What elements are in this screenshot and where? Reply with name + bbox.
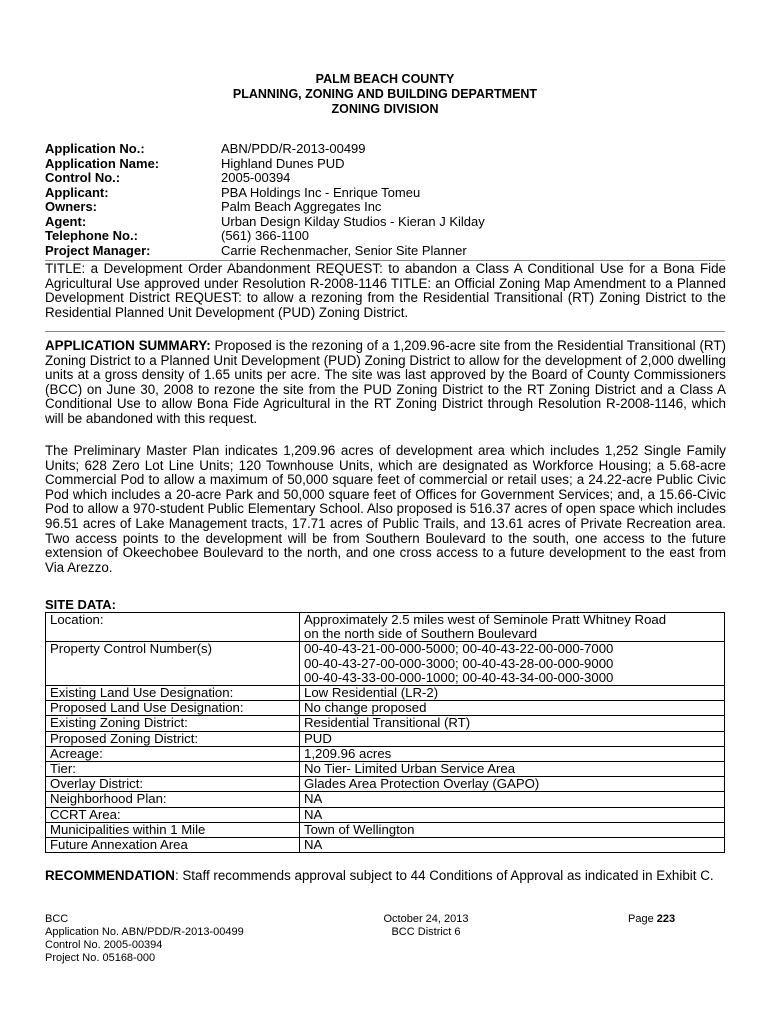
info-row [45,244,735,259]
table-row [46,613,725,642]
site-key: Overlay District: [46,777,300,792]
master-plan-paragraph: The Preliminary Master Plan indicates 1,209.96 acres of development area which includes 1,252 Single Family Units; 628 Zero Lot Line Units; 120 Townhouse Units, which are designated as Workforce Housing; a 5.68-acre Commercial Pod to allow a maximum of 50,000 square feet of commercial or retail uses; a 24.22-acre Public Civic Pod which includes a 20-acre Park and 50,000 square feet of Offices for Government Services; and, a 15.66-Civic Pod to allow a 970-student Public Elementary School. Also proposed is 516.37 acres of open space which includes 96.51 acres of Lake Management tracts, 17.71 acres of Public Trails, and 13.61 acres of Private Recreation area. Two access points to the development will be from Southern Boulevard to the south, one access to the future extension of Okeechobee Boulevard to the north, and one cross access to a future development to the east from Via Arezzo. [45,443,726,575]
info-row [45,186,735,201]
table-row [46,642,725,686]
footer-date: October 24, 2013 [383,913,469,925]
footer-application-no: Application No. ABN/PDD/R-2013-00499 [45,926,244,938]
info-row [45,229,735,244]
site-value [300,777,725,792]
site-value [300,642,725,686]
page-label: Page [628,913,657,925]
site-value [300,838,725,853]
site-key: Tier: [46,762,300,777]
site-key: Proposed Zoning District: [46,731,300,746]
info-label: Owners: [45,199,98,214]
site-data-heading: SITE DATA: [45,597,117,612]
site-value-line: Residential Transitional (RT) [304,715,471,731]
recommendation-label: RECOMMENDATION [45,868,175,883]
site-value-line: NA [304,806,323,822]
table-row [46,686,725,701]
heading-department: PLANNING, ZONING AND BUILDING DEPARTMENT [232,87,538,101]
recommendation [45,869,726,884]
site-value [300,716,725,731]
site-value [300,746,725,761]
heading-division: ZONING DIVISION [331,102,439,116]
info-label: Applicant: [45,184,109,200]
table-row [46,701,725,716]
table-row [46,792,725,807]
site-value-line: 00-40-43-21-00-000-5000; 00-40-43-22-00-000-7000 [304,641,614,657]
site-value-line: 1,209.96 acres [304,745,392,761]
footer-district: BCC District 6 [391,926,461,938]
site-key: Acreage: [46,746,300,761]
info-label: Agent: [45,213,87,229]
site-value-line: No change proposed [304,700,427,716]
site-value-line: 00-40-43-33-00-000-1000; 00-40-43-34-00-000-3000 [304,669,614,685]
department-heading [0,72,770,117]
table-row [46,838,725,853]
site-key: Proposed Land Use Designation: [46,701,300,716]
site-key: Property Control Number(s) [46,642,300,686]
info-value: Highland Dunes PUD [221,155,345,171]
site-value-line: Glades Area Protection Overlay (GAPO) [304,776,540,792]
site-value-line: NA [304,791,323,807]
application-summary [45,339,726,427]
info-label: Application Name: [45,155,160,171]
site-value [300,762,725,777]
info-label: Control No.: [45,170,121,185]
footer-project-no: Project No. 05168-000 [45,952,156,964]
summary-label: APPLICATION SUMMARY: [45,338,211,353]
application-info [45,142,735,258]
footer-board: BCC [45,913,69,925]
info-row [45,200,735,215]
site-value-line: NA [304,837,323,853]
info-value: (561) 366-1100 [221,228,309,243]
site-value [300,686,725,701]
site-value-line: on the north side of Southern Boulevard [304,626,538,642]
info-value: PBA Holdings Inc - Enrique Tomeu [221,184,421,200]
heading-county: PALM BEACH COUNTY [315,72,455,86]
footer-page [628,913,675,926]
info-value: Palm Beach Aggregates Inc [221,199,382,214]
info-value: 2005-00394 [221,170,291,185]
site-value [300,613,725,642]
site-key: Existing Zoning District: [46,716,300,731]
title-paragraph: TITLE: a Development Order Abandonment REQUEST: to abandon a Class A Conditional Use for a Bona Fide Agricultural Use approved under Resolution R-2008-1146 TITLE: an Official Zoning Map Amendment to a Planned Development District REQUEST: to allow a rezoning from the Residential Transitional (RT) Zoning District to the Residential Planned Unit Development (PUD) Zoning District. [45,261,726,320]
site-key: Neighborhood Plan: [46,792,300,807]
table-row [46,762,725,777]
site-value-line: 00-40-43-27-00-000-3000; 00-40-43-28-00-000-9000 [304,655,614,671]
table-row [46,822,725,837]
info-value: ABN/PDD/R-2013-00499 [221,141,366,156]
site-key: CCRT Area: [46,807,300,822]
info-row [45,142,735,157]
footer-left [45,913,244,965]
site-value-line: Town of Wellington [304,821,415,837]
info-value: Urban Design Kilday Studios - Kieran J Kilday [221,213,485,229]
summary-text: Proposed is the rezoning of a 1,209.96-acre site from the Residential Transitional (RT) Zoning District to a Planned Unit Development (PUD) Zoning District to allow for the development of 2,000 dwelling units at a gross density of 1.65 units per acre. The site was last approved by the Board of County Commissioners (BCC) on June 30, 2008 to rezone the site from the PUD Zoning District to the RT Zoning District and a Class A Conditional Use to allow Bona Fide Agricultural in the RT Zoning District through Resolution R-2008-1146, which will be abandoned with this request. [45,338,726,426]
site-value [300,731,725,746]
site-key: Municipalities within 1 Mile [46,822,300,837]
table-row [46,731,725,746]
site-key: Future Annexation Area [46,838,300,853]
recommendation-text: : Staff recommends approval subject to 44 Conditions of Approval as indicated in Exhibit C. [174,868,714,883]
site-value-line: Low Residential (LR-2) [304,685,439,701]
site-value [300,701,725,716]
table-row [46,777,725,792]
site-key: Location: [46,613,300,642]
table-row [46,746,725,761]
info-label: Telephone No.: [45,228,138,243]
info-row [45,215,735,230]
info-row [45,157,735,172]
info-value: Carrie Rechenmacher, Senior Site Planner [221,242,467,258]
site-value [300,792,725,807]
table-row [46,807,725,822]
site-key: Existing Land Use Designation: [46,686,300,701]
site-value [300,807,725,822]
divider [45,331,725,332]
info-label: Application No.: [45,141,145,156]
page-number: 223 [656,913,676,925]
info-label: Project Manager: [45,242,151,258]
site-value-line: PUD [304,730,332,746]
table-row [46,716,725,731]
site-data-table [45,612,725,853]
footer-middle [371,913,481,939]
site-value-line: Approximately 2.5 miles west of Seminole Pratt Whitney Road [304,612,667,627]
site-value [300,822,725,837]
info-row [45,171,735,186]
footer-control-no: Control No. 2005-00394 [45,939,163,951]
site-value-line: No Tier- Limited Urban Service Area [304,761,516,777]
